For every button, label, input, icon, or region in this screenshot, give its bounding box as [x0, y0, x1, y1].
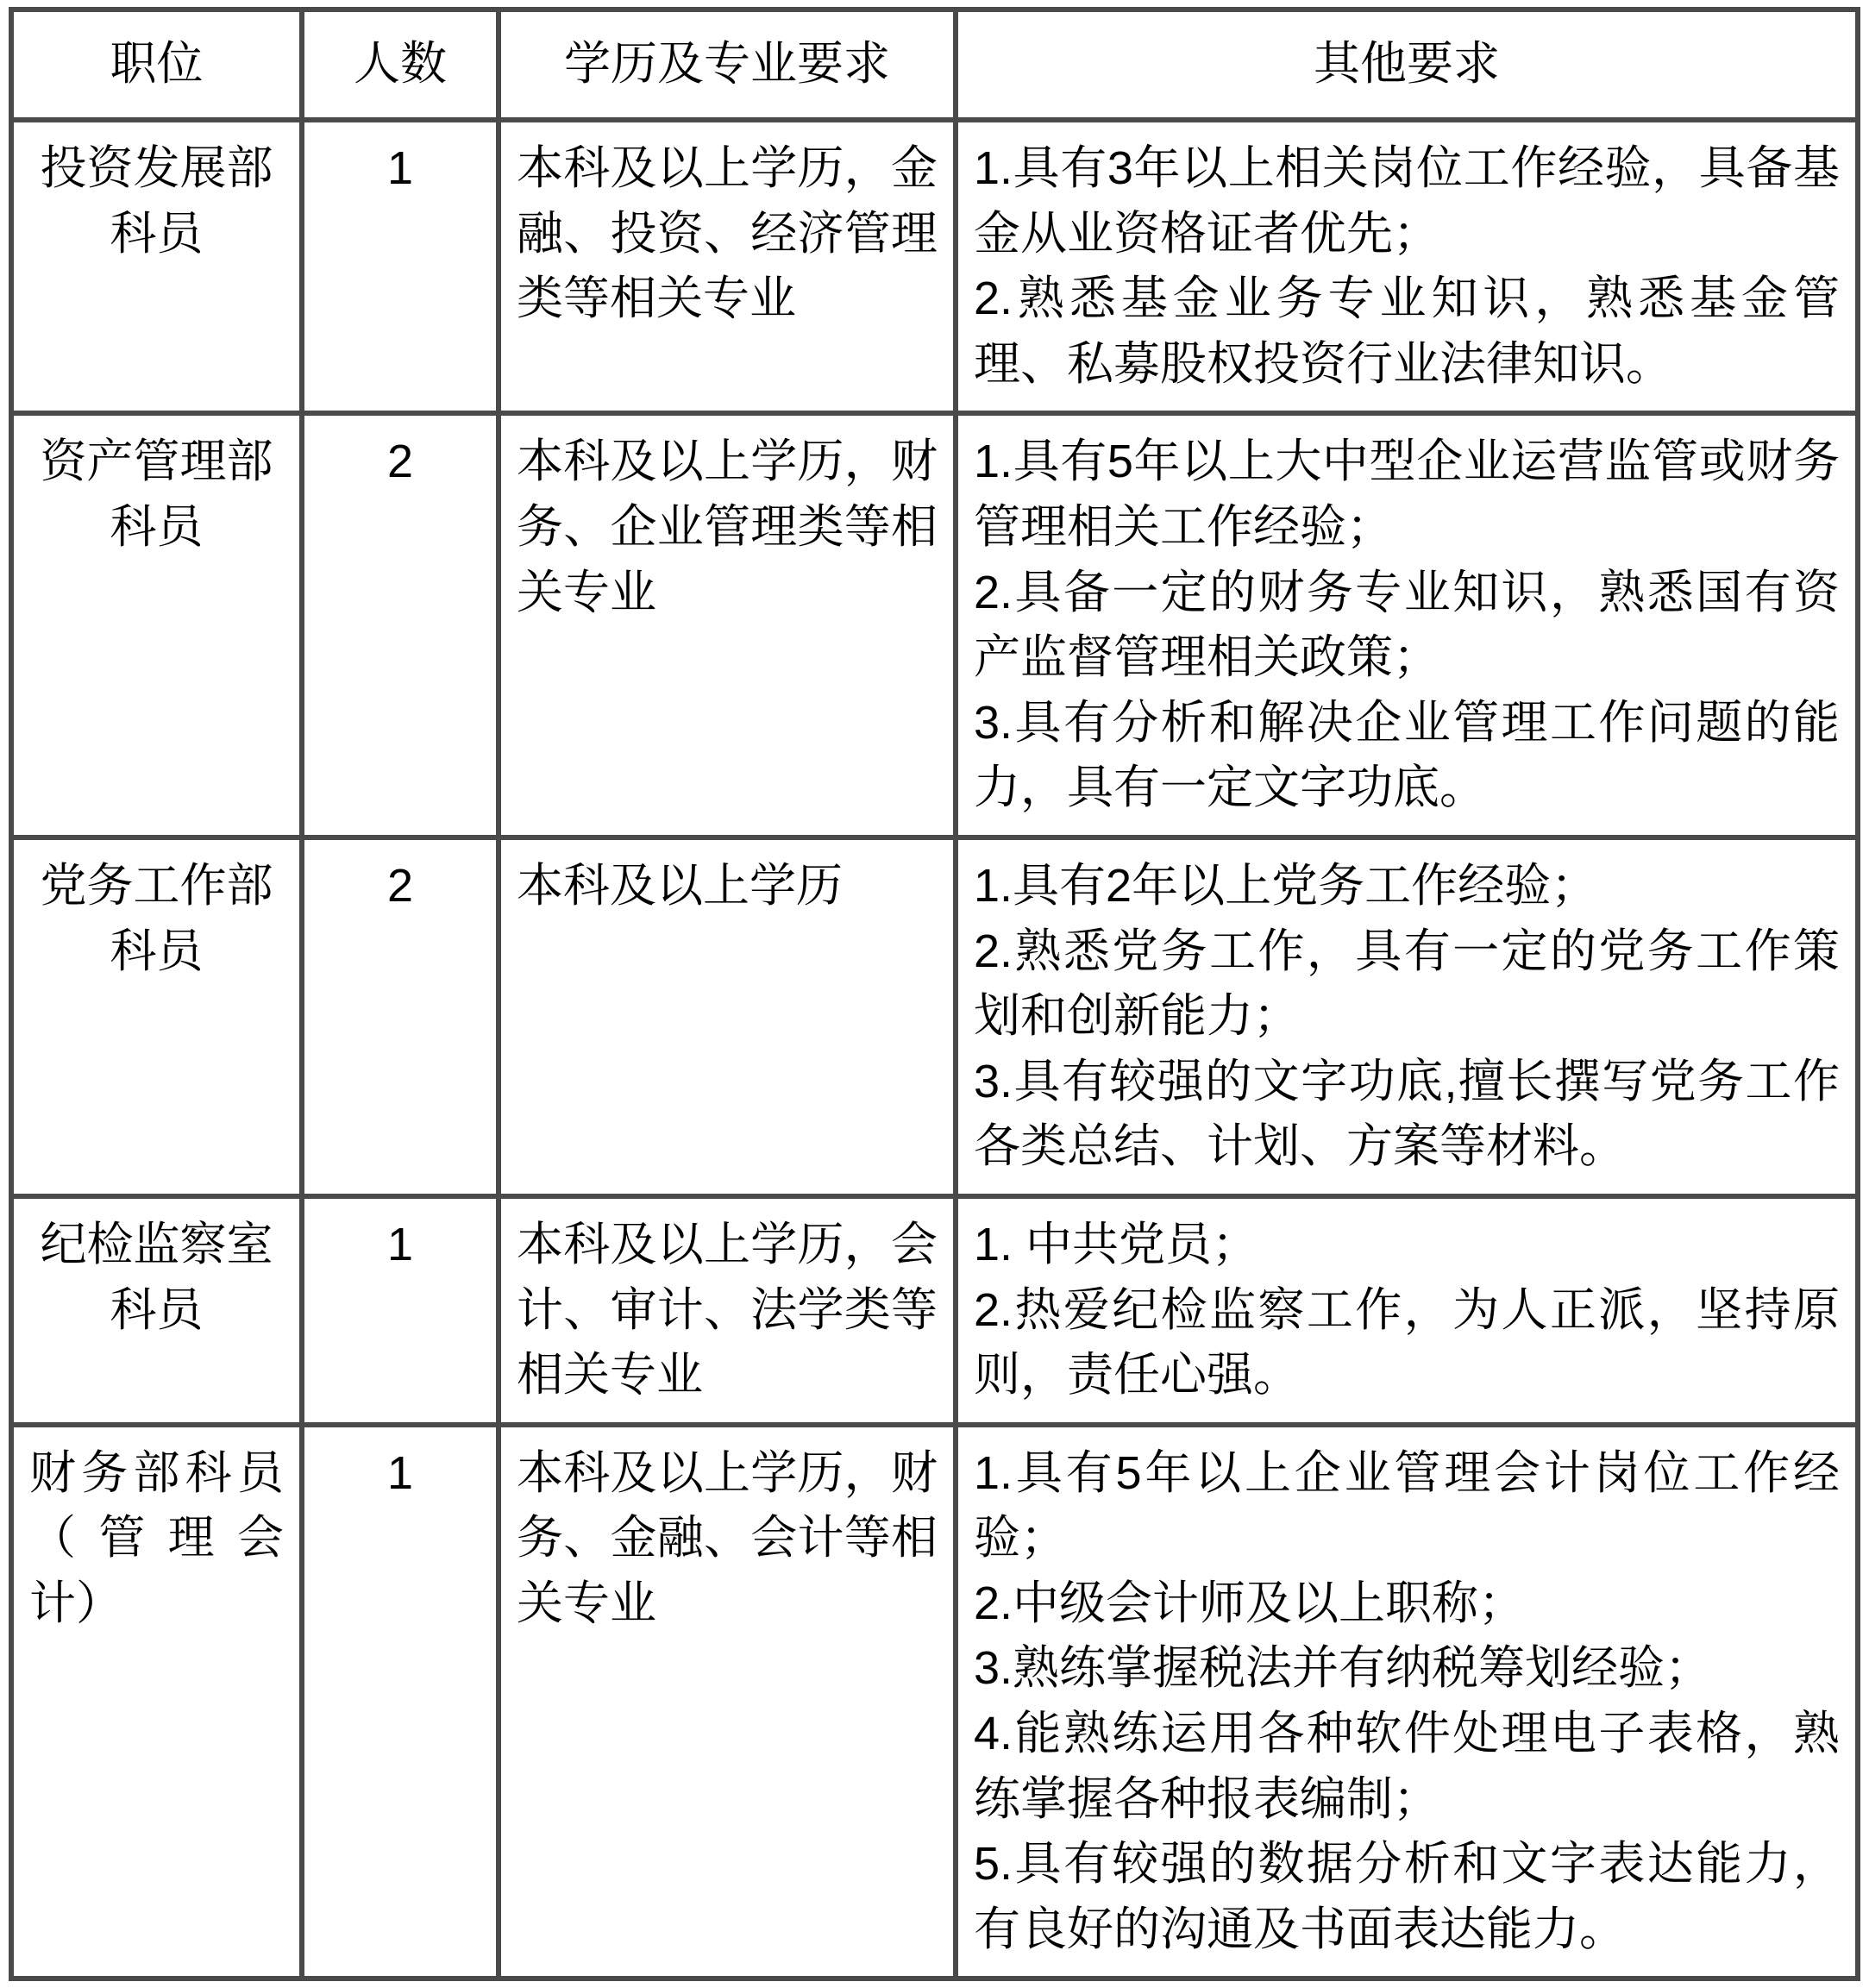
count-cell: 2: [302, 413, 499, 837]
requirements-cell: [956, 1425, 1858, 1979]
education-cell: 本科及以上学历，金融、投资、经济管理类等相关专业: [499, 120, 956, 413]
header-other: 其他要求: [956, 9, 1858, 120]
requirement-line: 2.中级会计师及以上职称；: [974, 1577, 1526, 1629]
requirement-line: 2.熟悉基金业务专业知识，熟悉基金管理、私募股权投资行业法律知识。: [974, 273, 1840, 390]
table-row: [11, 1425, 1858, 1979]
requirements-cell: [956, 1196, 1858, 1425]
requirement-line: 3.熟练掌握税法并有纳税筹划经验；: [974, 1642, 1712, 1695]
header-row: [11, 9, 1858, 120]
requirement-line: 2.具备一定的财务专业知识，熟悉国有资产监督管理相关政策；: [974, 566, 1840, 684]
position-cell: 财务部科员（管理会计）: [11, 1425, 302, 1979]
requirement-line: 3.具有较强的文字功底,擅长撰写党务工作各类总结、计划、方案等材料。: [974, 1055, 1840, 1173]
requirements-cell: [956, 120, 1858, 413]
header-education: 学历及专业要求: [499, 9, 956, 120]
count-cell: 1: [302, 120, 499, 413]
requirement-line: 1. 中共党员；: [974, 1218, 1259, 1270]
table-row: [11, 413, 1858, 837]
position-cell: 纪检监察室科员: [11, 1196, 302, 1425]
table-row: [11, 837, 1858, 1196]
job-requirements-table: [9, 7, 1860, 1981]
requirement-line: 1.具有5年以上大中型企业运营监管或财务管理相关工作经验；: [974, 436, 1840, 553]
header-position: 职位: [11, 9, 302, 120]
education-cell: 本科及以上学历: [499, 837, 956, 1196]
table-row: [11, 1196, 1858, 1425]
count-cell: 1: [302, 1425, 499, 1979]
count-cell: 1: [302, 1196, 499, 1425]
requirement-line: 1.具有2年以上党务工作经验；: [974, 859, 1598, 912]
requirement-line: 3.具有分析和解决企业管理工作问题的能力，具有一定文字功底。: [974, 696, 1840, 814]
position-cell: 资产管理部科员: [11, 413, 302, 837]
requirements-cell: [956, 837, 1858, 1196]
count-cell: 2: [302, 837, 499, 1196]
education-cell: 本科及以上学历，财务、金融、会计等相关专业: [499, 1425, 956, 1979]
requirement-line: 1.具有3年以上相关岗位工作经验，具备基金从业资格证者优先；: [974, 142, 1840, 260]
requirement-line: 1.具有5年以上企业管理会计岗位工作经验；: [974, 1446, 1840, 1565]
position-cell: 党务工作部科员: [11, 837, 302, 1196]
education-cell: 本科及以上学历，财务、企业管理类等相关专业: [499, 413, 956, 837]
header-count: 人数: [302, 9, 499, 120]
requirement-line: 5.具有较强的数据分析和文字表达能力，有良好的沟通及书面表达能力。: [974, 1838, 1840, 1955]
table-body: [11, 120, 1858, 1979]
table-row: [11, 120, 1858, 413]
requirement-line: 2.热爱纪检监察工作，为人正派，坚持原则，责任心强。: [974, 1283, 1840, 1402]
requirement-line: 2.熟悉党务工作，具有一定的党务工作策划和创新能力；: [974, 925, 1840, 1043]
requirements-cell: [956, 413, 1858, 837]
position-cell: 投资发展部科员: [11, 120, 302, 413]
education-cell: 本科及以上学历，会计、审计、法学类等相关专业: [499, 1196, 956, 1425]
requirement-line: 4.能熟练运用各种软件处理电子表格，熟练掌握各种报表编制；: [974, 1708, 1840, 1825]
